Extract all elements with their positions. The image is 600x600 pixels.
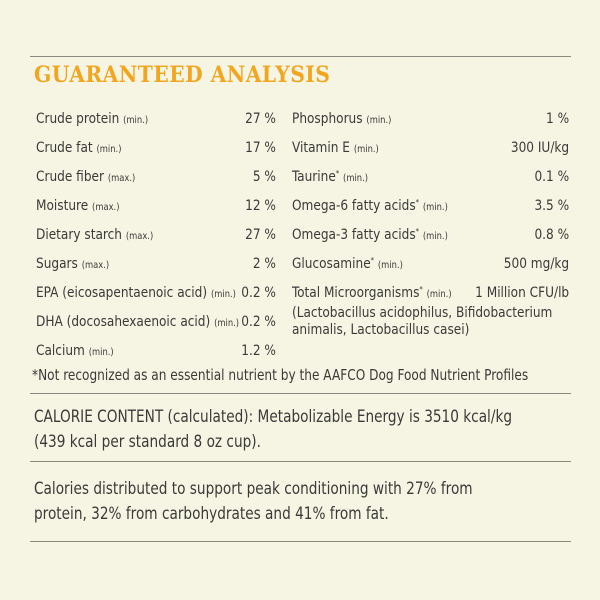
bottom-divider [30,541,571,542]
calorie-distribution-line: Calories distributed to support peak conditioning with 27% from [34,479,473,498]
nutrient-qualifier: (min.) [96,144,122,155]
asterisk-mark: * [419,285,423,294]
nutrient-row [292,227,569,243]
nutrient-name: Total Microorganisms [292,285,420,301]
nutrient-label [36,314,239,330]
nutrient-label [36,285,236,301]
nutrient-value: 500 mg/kg [503,256,570,272]
nutrient-qualifier: (min.) [353,144,379,155]
nutrient-label [36,198,119,214]
nutrient-value: 27 % [245,227,276,243]
nutrient-name: Phosphorus [292,111,363,127]
microorganism-detail-line: (Lactobacillus acidophilus, Bifidobacterium [292,305,553,321]
calorie-content-line: (439 kcal per standard 8 oz cup). [34,432,261,451]
microorganism-detail [292,305,552,339]
nutrient-value: 17 % [245,140,276,156]
asterisk-mark: * [335,169,340,178]
nutrient-value: 1 Million CFU/lb [475,285,570,301]
nutrient-label [292,285,452,301]
nutrient-label [36,169,135,185]
nutrient-row [36,169,276,185]
nutrient-name: Glucosamine [292,256,371,272]
asterisk-mark: * [370,256,375,265]
nutrient-value: 1 % [546,111,570,127]
nutrient-qualifier: (min.) [343,173,369,184]
nutrient-value: 2 % [252,256,276,272]
nutrient-value: 12 % [245,198,276,214]
nutrient-row [36,314,276,330]
nutrient-qualifier: (max.) [107,173,136,184]
nutrient-row [36,198,276,214]
nutrient-qualifier: (max.) [92,202,120,213]
nutrient-qualifier: (min.) [210,289,236,300]
nutrient-qualifier: (min.) [366,115,392,126]
nutrient-value: 0.8 % [534,227,570,243]
calorie-distribution-line: protein, 32% from carbohydrates and 41% from fat. [34,504,389,523]
nutrient-name: Vitamin E [292,140,350,156]
nutrient-value: 3.5 % [534,198,570,214]
nutrient-label [292,111,391,127]
nutrient-label [292,198,448,214]
nutrient-row [36,285,276,301]
nutrient-row [292,169,569,185]
nutrient-name: DHA (docosahexaenoic acid) [36,314,211,330]
nutrient-row [292,111,569,127]
nutrient-value: 0.2 % [241,285,276,301]
nutrient-row [292,256,569,272]
nutrient-name: Crude fiber [36,169,104,185]
nutrient-name: EPA (eicosapentaenoic acid) [36,285,208,301]
microorganism-detail-line: animalis, Lactobacillus casei) [292,322,470,338]
nutrient-value: 300 IU/kg [510,140,570,156]
nutrient-value: 0.1 % [534,169,570,185]
nutrient-qualifier: (min.) [377,260,403,271]
nutrient-row [292,140,569,156]
nutrient-label [292,140,379,156]
divider [30,461,571,462]
calorie-distribution [34,476,473,526]
nutrient-qualifier: (max.) [125,231,154,242]
nutrient-name: Crude protein [36,111,120,127]
nutrient-label [36,256,109,272]
nutrient-qualifier: (min.) [214,318,240,329]
nutrient-label [36,227,153,243]
nutrient-qualifier: (max.) [81,260,110,271]
nutrient-qualifier: (min.) [88,347,114,358]
nutrient-label [36,343,114,359]
nutrient-name: Calcium [36,343,85,359]
nutrient-row [36,111,276,127]
nutrient-label [36,111,148,127]
nutrient-name: Moisture [36,198,89,214]
calorie-content-line: CALORIE CONTENT (calculated): Metabolizable Energy is 3510 kcal/kg [34,407,513,426]
nutrient-name: Taurine [292,169,336,185]
nutrient-value: 0.2 % [241,314,276,330]
nutrient-name: Sugars [36,256,78,272]
nutrient-row [292,198,569,214]
nutrient-row [36,256,276,272]
top-divider [30,56,571,57]
divider [30,393,571,394]
asterisk-mark: * [415,198,420,207]
nutrient-label [292,227,448,243]
asterisk-mark: * [415,227,420,236]
nutrient-name: Omega-3 fatty acids [292,227,416,243]
nutrient-value: 27 % [245,111,276,127]
section-title: GUARANTEED ANALYSIS [34,62,331,88]
nutrient-label [292,169,368,185]
nutrient-qualifier: (min.) [422,231,448,242]
nutrient-row [292,285,569,301]
nutrient-label [292,256,403,272]
nutrient-name: Omega-6 fatty acids [292,198,416,214]
nutrient-row [36,227,276,243]
footnote: *Not recognized as an essential nutrient by the AAFCO Dog Food Nutrient Profiles [32,366,529,384]
nutrient-name: Crude fat [36,140,93,156]
nutrient-qualifier: (min.) [422,202,448,213]
nutrient-value: 1.2 % [241,343,276,359]
nutrient-qualifier: (min.) [426,289,452,300]
nutrient-label [36,140,121,156]
nutrient-qualifier: (min.) [123,115,149,126]
nutrient-name: Dietary starch [36,227,122,243]
nutrient-row [36,343,276,359]
nutrient-value: 5 % [252,169,276,185]
calorie-content [34,404,512,454]
nutrient-row [36,140,276,156]
